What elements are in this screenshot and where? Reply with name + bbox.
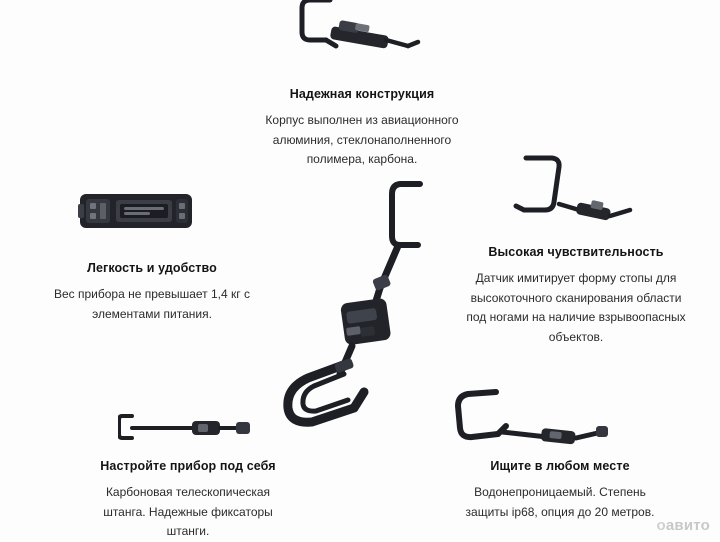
feature-construction-description: Корпус выполнен из авиационного алюминия, стеклонаполненного полимера, карбона. [265, 113, 459, 167]
feature-adjust-description: Карбоновая телескопическая штанга. Надежные фиксаторы штанги. [103, 485, 273, 539]
control-unit-body-icon [78, 186, 194, 238]
feature-light [42, 260, 262, 324]
feature-light-description: Вес прибора не превышает 1,4 кг с элементами питания. [54, 287, 250, 321]
feature-construction [244, 86, 480, 170]
feature-sensitivity-title: Высокая чувствительность [488, 245, 664, 259]
metal-detector-main-icon [268, 168, 458, 430]
watermark-text: авито [665, 517, 710, 534]
feature-anywhere [452, 458, 668, 522]
avito-watermark [657, 517, 710, 534]
assembled-detector-icon [450, 388, 610, 454]
watermark-prefix: о [656, 517, 666, 534]
feature-adjust-title: Настройте прибор под себя [100, 459, 276, 473]
metal-detector-folded-top-icon [296, 0, 426, 62]
feature-adjust [84, 458, 292, 542]
feature-construction-title: Надежная конструкция [289, 87, 435, 101]
telescopic-rod-icon [118, 410, 252, 446]
search-coil-icon [506, 152, 638, 234]
feature-sensitivity [462, 244, 690, 347]
feature-anywhere-title: Ищите в любом месте [490, 459, 630, 473]
feature-anywhere-description: Водонепроницаемый. Степень защиты ip68, опция до 20 метров. [465, 485, 655, 519]
feature-light-title: Легкость и удобство [87, 261, 217, 275]
feature-sensitivity-description: Датчик имитирует форму стопы для высокоточного сканирования области под ногами на наличие взрывоопасных объектов. [466, 271, 686, 344]
